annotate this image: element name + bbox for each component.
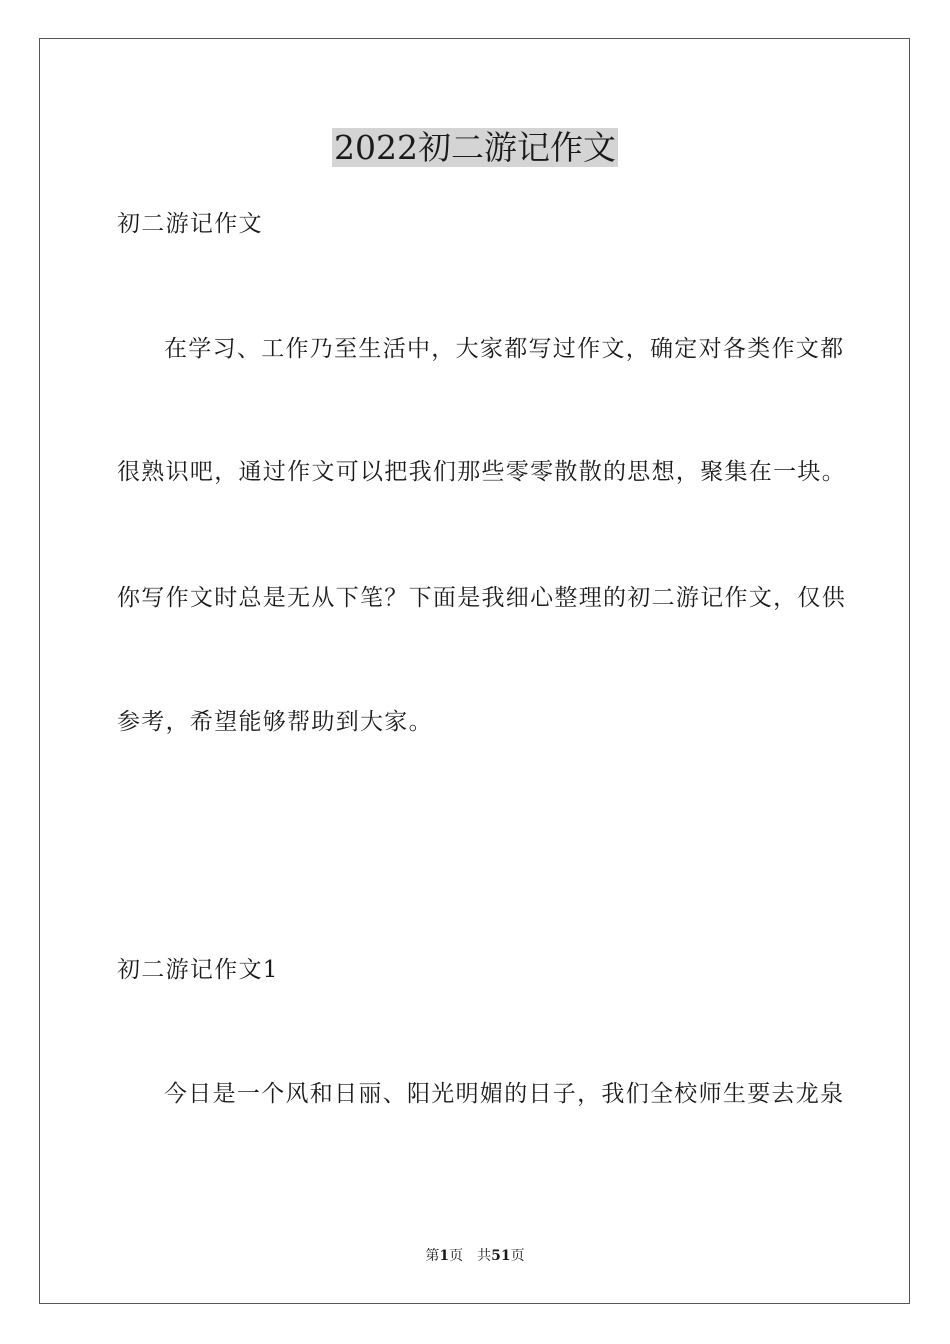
total-label-suffix: 页 [510,1248,525,1264]
total-page-number: 51 [491,1248,511,1264]
total-label-prefix: 共 [477,1248,492,1264]
paragraph-line: 很熟识吧，通过作文可以把我们那些零零散散的思想，聚集在一块。 [117,459,846,485]
page-label-prefix: 第 [425,1248,440,1264]
document-title [0,127,950,169]
page-footer [0,1247,950,1265]
paragraph-line: 你写作文时总是无从下笔？下面是我细心整理的初二游记作文，仅供 [117,585,846,611]
paragraph-line: 参考，希望能够帮助到大家。 [117,709,433,735]
paragraph-line: 今日是一个风和日丽、阳光明媚的日子，我们全校师生要去龙泉 [164,1081,845,1107]
current-page-number: 1 [439,1248,450,1264]
document-title-text: 2022初二游记作文 [334,128,616,167]
page-label-suffix: 页 [449,1248,464,1264]
section-heading: 初二游记作文1 [117,957,279,983]
document-subtitle: 初二游记作文 [117,211,263,237]
paragraph-line: 在学习、工作乃至生活中，大家都写过作文，确定对各类作文都 [164,336,845,362]
